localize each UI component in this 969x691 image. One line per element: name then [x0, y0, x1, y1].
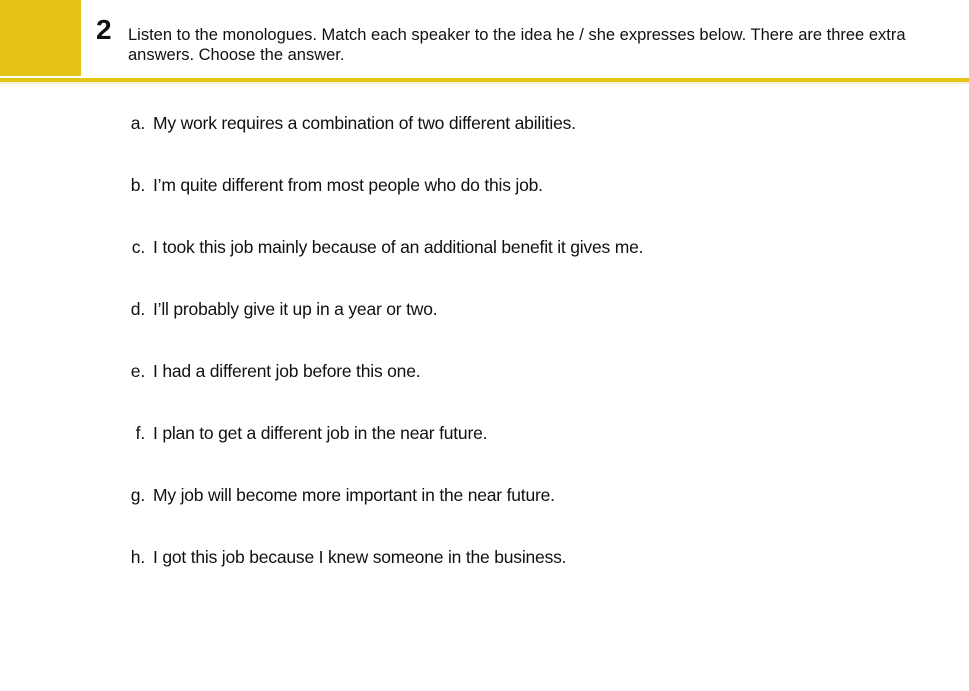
- answer-option-c[interactable]: [0, 232, 969, 262]
- option-text: I plan to get a different job in the near future.: [153, 423, 488, 443]
- exercise-header: [0, 0, 969, 80]
- option-text: My work requires a combination of two different abilities.: [153, 113, 576, 133]
- header-accent-block: [0, 0, 81, 76]
- exercise-instruction: Listen to the monologues. Match each speaker to the idea he / she expresses below. There are three extra answers. Choose the answer.: [128, 26, 906, 64]
- option-letter: c.: [131, 237, 145, 257]
- header-divider-shadow: [0, 82, 969, 84]
- answer-option-g[interactable]: [0, 480, 969, 510]
- option-text: I’m quite different from most people who do this job.: [153, 175, 543, 195]
- option-letter: h.: [130, 547, 145, 567]
- option-letter: d.: [130, 299, 145, 319]
- option-letter: a.: [130, 113, 145, 133]
- option-letter: g.: [130, 485, 145, 505]
- answer-option-d[interactable]: [0, 294, 969, 324]
- option-text: I took this job mainly because of an additional benefit it gives me.: [153, 237, 644, 257]
- option-letter: e.: [130, 361, 145, 381]
- option-letter: b.: [130, 175, 145, 195]
- answer-option-f[interactable]: [0, 418, 969, 448]
- option-text: I’ll probably give it up in a year or two.: [153, 299, 438, 319]
- option-text: I got this job because I knew someone in the business.: [153, 547, 567, 567]
- exercise-number: 2: [96, 14, 112, 45]
- answer-option-e[interactable]: [0, 356, 969, 386]
- answer-option-a[interactable]: [0, 108, 969, 138]
- option-text: I had a different job before this one.: [153, 361, 421, 381]
- answer-option-b[interactable]: [0, 170, 969, 200]
- option-text: My job will become more important in the near future.: [153, 485, 555, 505]
- answer-option-h[interactable]: [0, 542, 969, 572]
- option-letter: f.: [135, 423, 145, 443]
